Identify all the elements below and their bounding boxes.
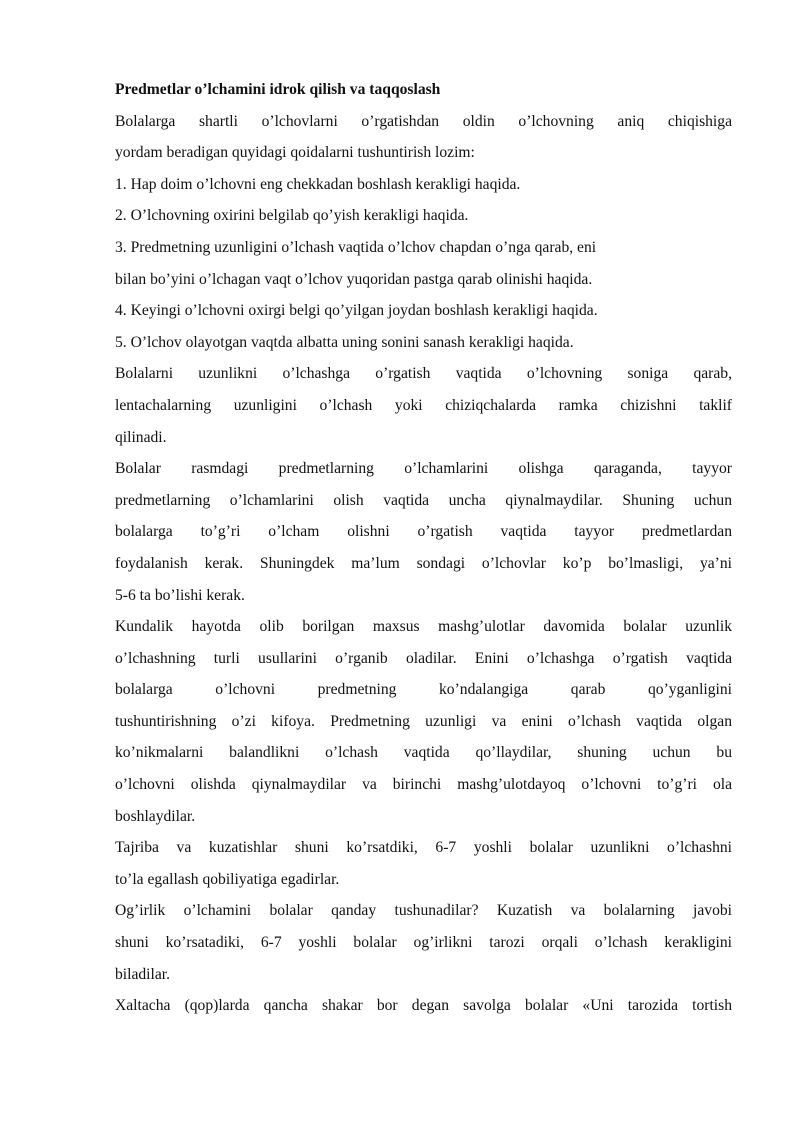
text-line: bolalarga o’lchovni predmetning ko’ndalangiga qarab qo’yganligini [115,681,732,699]
text-line: 5-6 ta bo’lishi kerak. [115,586,245,604]
text-line: Xaltacha (qop)larda qancha shakar bor degan savolga bolalar «Uni tarozida tortish [115,997,732,1015]
text-line: Tajriba va kuzatishlar shuni ko’rsatdiki, 6-7 yoshli bolalar uzunlikni o’lchashni [115,839,732,857]
text-line: 4. Keyingi o’lchovni oxirgi belgi qo’yilgan joydan boshlash kerakligi haqida. [115,302,598,320]
text-line: 3. Predmetning uzunligini o’lchash vaqtida o’lchov chapdan o’nga qarab, eni [115,238,597,256]
text-line: qilinadi. [115,428,167,446]
text-line: 5. O’lchov olayotgan vaqtda albatta uning sonini sanash kerakligi haqida. [115,333,574,351]
text-line: Og’irlik o’lchamini bolalar qanday tushunadilar? Kuzatish va bolalarning javobi [115,902,732,920]
text-line: shuni ko’rsatadiki, 6-7 yoshli bolalar og’irlikni tarozi orqali o’lchash kerakligini [115,934,732,952]
text-line: tushuntirishning o’zi kifoya. Predmetning uzunligi va enini o’lchash vaqtida olgan [115,712,732,730]
document-title: Predmetlar o’lchamini idrok qilish va taqqoslash [115,81,441,98]
text-line: bilan bo’yini o’lchagan vaqt o’lchov yuqoridan pastga qarab olinishi haqida. [115,270,593,288]
text-line: boshlaydilar. [115,807,196,825]
text-line: o’lchashning turli usullarini o’rganib oladilar. Enini o’lchashga o’rgatish vaqtida [115,649,732,667]
text-line: Kundalik hayotda olib borilgan maxsus mashg’ulotlar davomida bolalar uzunlik [115,618,732,636]
text-line: Bolalarni uzunlikni o’lchashga o’rgatish vaqtida o’lchovning soniga qarab, [115,365,732,383]
text-line: Bolalar rasmdagi predmetlarning o’lchamlarini olishga qaraganda, tayyor [115,460,732,478]
text-line: biladilar. [115,965,170,983]
text-line: 1. Hap doim o’lchovni eng chekkadan boshlash kerakligi haqida. [115,175,521,193]
text-line: 2. O’lchovning oxirini belgilab qo’yish kerakligi haqida. [115,207,469,225]
document-body [115,106,732,1022]
text-line: Bolalarga shartli o’lchovlarni o’rgatishdan oldin o’lchovning aniq chiqishiga [115,112,732,130]
text-line: predmetlarning o’lchamlarini olish vaqtida uncha qiynalmaydilar. Shuning uchun [115,491,732,509]
text-line: foydalanish kerak. Shuningdek ma’lum sondagi o’lchovlar ko’p bo’lmasligi, ya’ni [115,554,732,572]
text-line: o’lchovni olishda qiynalmaydilar va birinchi mashg’ulotdayoq o’lchovni to’g’ri ola [115,776,732,794]
text-line: to’la egallash qobiliyatiga egadirlar. [115,870,340,888]
text-line: bolalarga to’g’ri o’lcham olishni o’rgatish vaqtida tayyor predmetlardan [115,523,732,541]
text-line: ko’nikmalarni balandlikni o’lchash vaqtida qo’llaydilar, shuning uchun bu [115,744,732,762]
document-page [115,74,732,1022]
text-line: yordam beradigan quyidagi qoidalarni tushuntirish lozim: [115,144,475,162]
text-line: lentachalarning uzunligini o’lchash yoki chiziqchalarda ramka chizishni taklif [115,396,732,414]
